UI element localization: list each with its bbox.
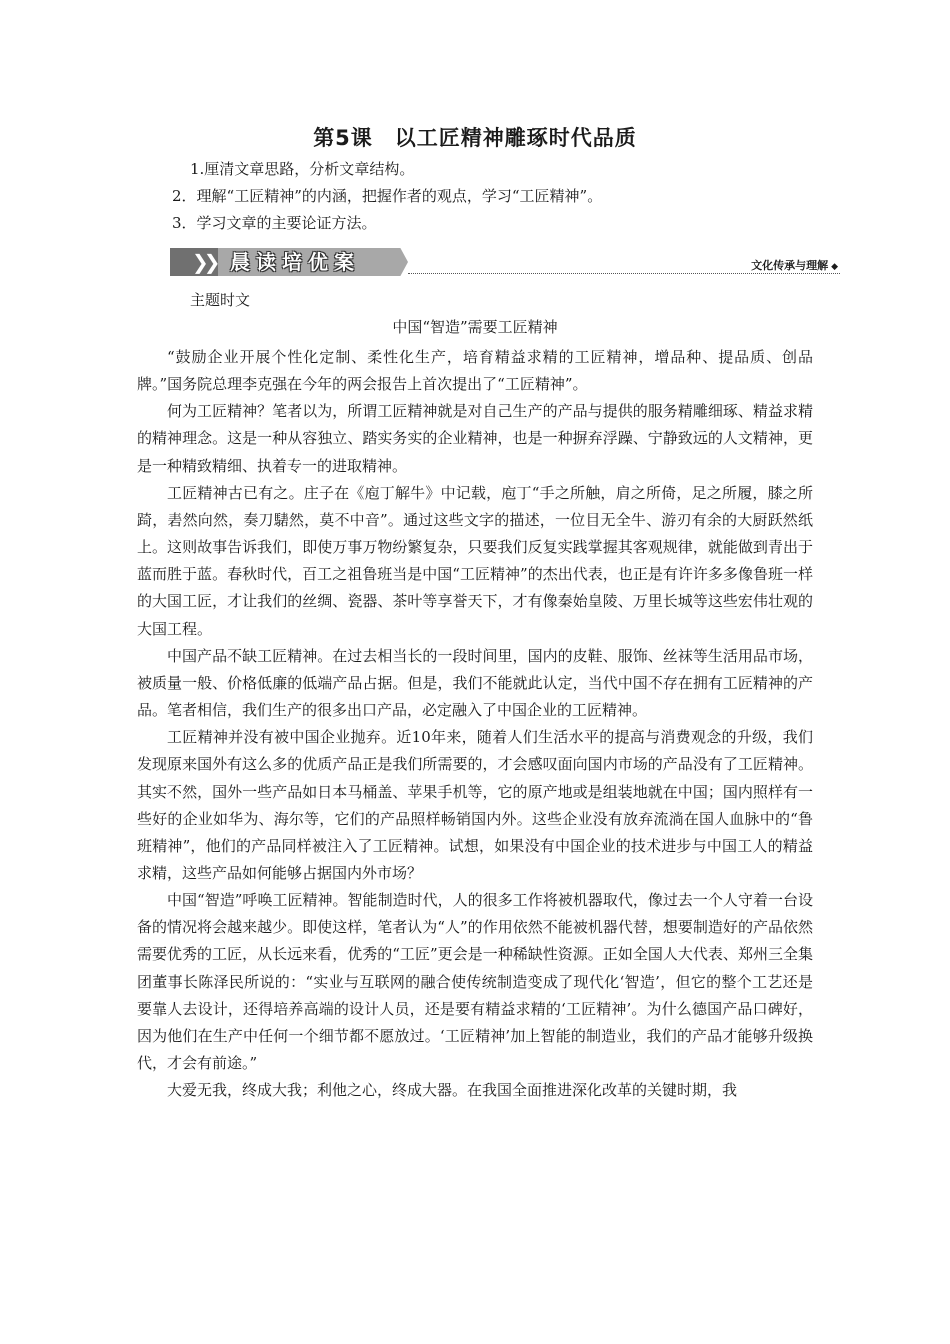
objective-2: 2．理解“工匠精神”的内涵，把握作者的观点，学习“工匠精神”。	[172, 187, 603, 205]
banner-label: 晨读培优案	[230, 250, 360, 274]
article-paragraph-1: “鼓励企业开展个性化定制、柔性化生产，培育精益求精的工匠精神，增品种、提品质、创品牌。”国务院总理李克强在今年的两会报告上首次提出了“工匠精神”。	[137, 348, 813, 394]
double-chevron-right-icon: ❯❯	[192, 250, 216, 274]
article-paragraph-3: 工匠精神古已有之。庄子在《庖丁解牛》中记载，庖丁“手之所触，肩之所倚，足之所履，膝之所踦，砉然向然，奏刀騞然，莫不中音”。通过这些文字的描述，一位目无全牛、游刃有余的大厨跃然纸上。这则故事告诉我们，即使万事万物纷繁复杂，只要我们反复实践掌握其客观规律，就能做到青出于蓝而胜于蓝。春秋时代，百工之祖鲁班当是中国“工匠精神”的杰出代表，也正是有许许多多像鲁班一样的大国工匠，才让我们的丝绸、瓷器、茶叶等享誉天下，才有像秦始皇陵、万里长城等这些宏伟壮观的大国工程。	[137, 483, 813, 638]
objective-3: 3．学习文章的主要论证方法。	[172, 214, 377, 232]
section-label: 主题时文	[190, 291, 251, 309]
article-title: 中国“智造”需要工匠精神	[392, 318, 558, 336]
article-paragraph-5: 工匠精神并没有被中国企业抛弃。近10年来，随着人们生活水平的提高与消费观念的升级，我们发现原来国外有这么多的优质产品正是我们所需要的，才会感叹面向国内市场的产品没有了工匠精神。其实不然，国外一些产品如日本马桶盖、苹果手机等，它的原产地或是组装地就在中国；国内照样有一些好的企业如华为、海尔等，它们的产品照样畅销国内外。这些企业没有放弃流淌在国人血脉中的“鲁班精神”，他们的产品同样被注入了工匠精神。试想，如果没有中国企业的技术进步与中国工人的精益求精，这些产品如何能够占据国内外市场？	[137, 728, 813, 882]
article-paragraph-7: 大爱无我，终成大我；利他之心，终成大器。在我国全面推进深化改革的关键时期，我	[167, 1081, 738, 1100]
article-body	[137, 344, 813, 1104]
banner-dotted-rule	[408, 273, 840, 274]
banner-right-tag	[751, 257, 838, 273]
diamond-icon: ◆	[831, 262, 838, 272]
lesson-title: 第5课 以工匠精神雕琢时代品质	[313, 126, 637, 150]
objective-1: 1.厘清文章思路，分析文章结构。	[190, 160, 415, 178]
article-paragraph-2: 何为工匠精神？笔者以为，所谓工匠精神就是对自己生产的产品与提供的服务精雕细琢、精益求精的精神理念。这是一种从容独立、踏实务实的企业精神，也是一种摒弃浮躁、宁静致远的人文精神，更是一种精致精细、执着专一的进取精神。	[137, 402, 813, 475]
article-paragraph-4: 中国产品不缺工匠精神。在过去相当长的一段时间里，国内的皮鞋、服饰、丝袜等生活用品市场，被质量一般、价格低廉的低端产品占据。但是，我们不能就此认定，当代中国不存在拥有工匠精神的产品。笔者相信，我们生产的很多出口产品，必定融入了中国企业的工匠精神。	[137, 646, 813, 720]
section-banner	[170, 246, 840, 280]
article-paragraph-6: 中国“智造”呼唤工匠精神。智能制造时代，人的很多工作将被机器取代，像过去一个人守着一台设备的情况将会越来越少。即使这样，笔者认为“人”的作用依然不能被机器代替，想要制造好的产品依然需要优秀的工匠，从长远来看，优秀的“工匠”更会是一种稀缺性资源。正如全国人大代表、郑州三全集团董事长陈泽民所说的：“实业与互联网的融合使传统制造变成了现代化‘智造’，但它的整个工艺还是要靠人去设计，还得培养高端的设计人员，还是要有精益求精的‘工匠精神’。为什么德国产品口碑好，因为他们在生产中任何一个细节都不愿放过。‘工匠精神’加上智能的制造业，我们的产品才能够升级换代，才会有前途。”	[137, 891, 813, 1073]
banner-right-label: 文化传承与理解	[751, 259, 829, 272]
